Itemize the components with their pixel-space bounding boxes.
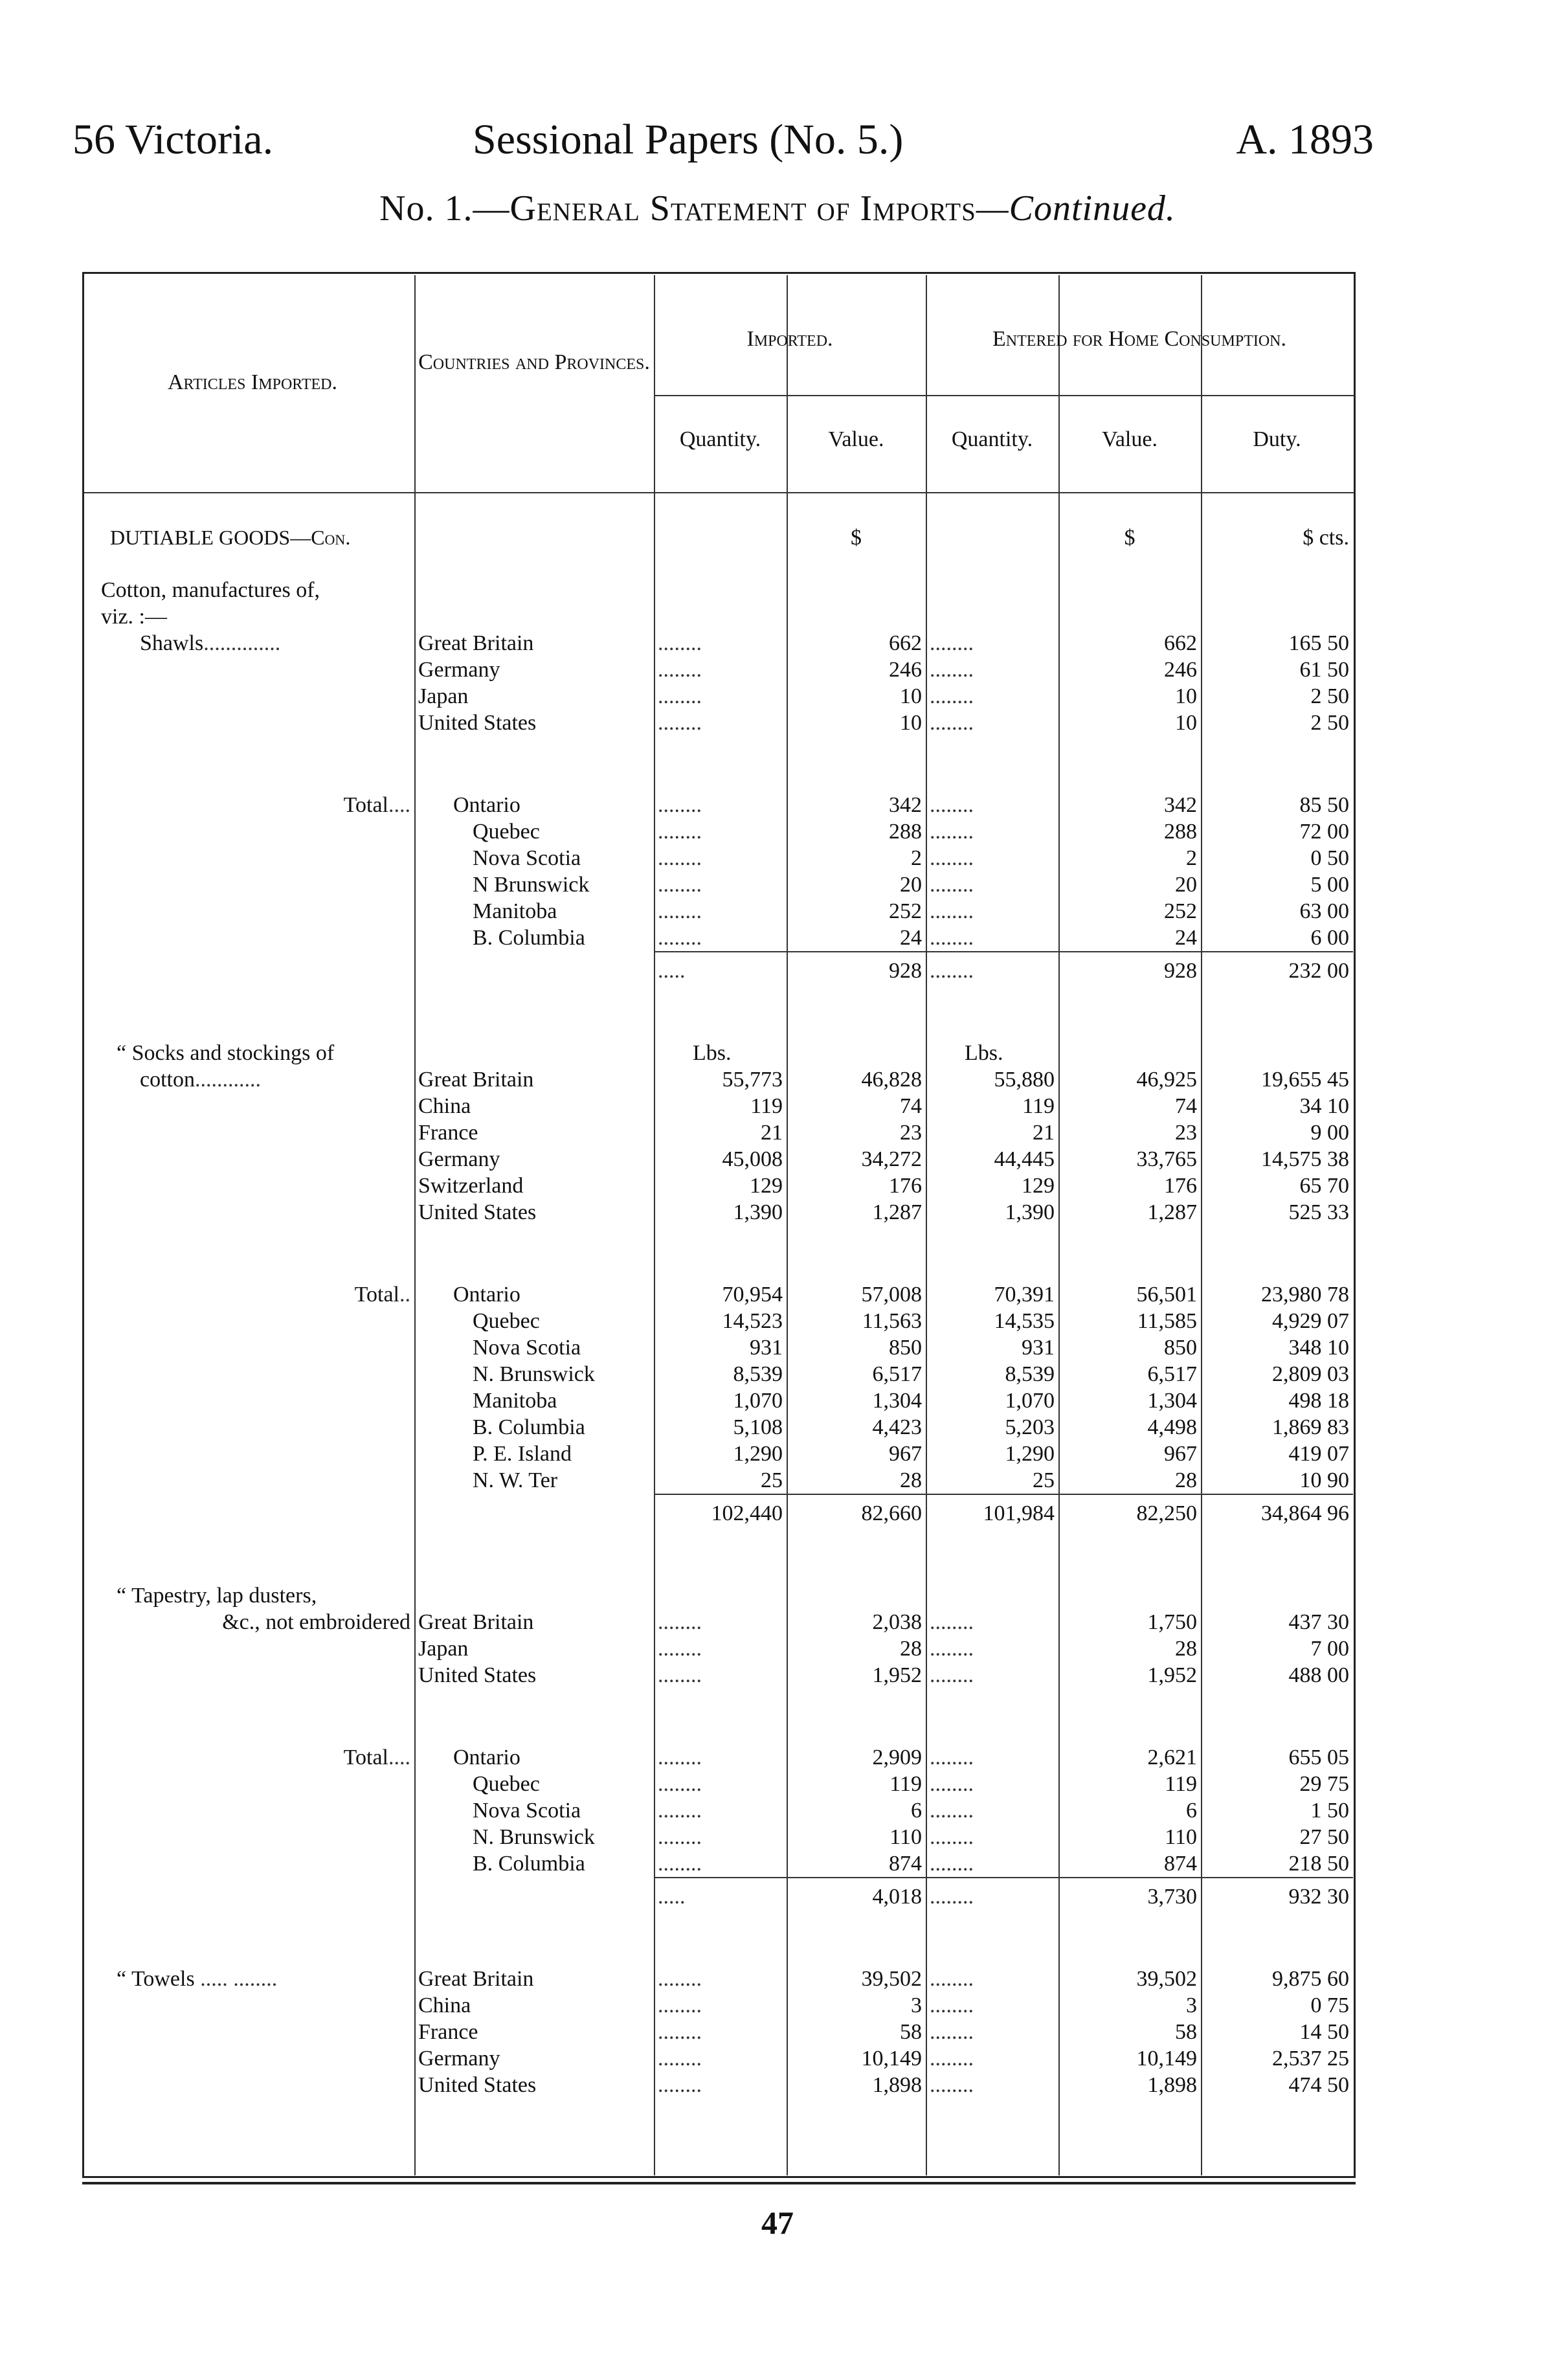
- ent-value: 28: [1175, 1468, 1197, 1492]
- ent-value: 2,621: [1147, 1746, 1197, 1769]
- total-imp-value: 4,018: [787, 1878, 926, 1910]
- imp-quantity: 119: [750, 1094, 783, 1118]
- country-name: France: [418, 1121, 478, 1145]
- duty: 525 33: [1288, 1200, 1349, 1224]
- imp-value: 74: [900, 1094, 922, 1118]
- socks-article-1: “ Socks and stockings of: [117, 1041, 335, 1065]
- col-head-countries: Countries and Provinces.: [418, 350, 650, 374]
- duty: 9 00: [1310, 1121, 1349, 1145]
- province-name: B. Columbia: [473, 1415, 585, 1439]
- total-label: Total: [343, 1746, 388, 1769]
- ent-value: 11,585: [1137, 1309, 1197, 1333]
- table-row: Germany ........ 10,149 ........ 10,149 2,537 25: [84, 2045, 1353, 2072]
- duty: 498 18: [1288, 1389, 1349, 1413]
- province-name: Ontario: [453, 1283, 520, 1307]
- country-name: United States: [418, 1663, 537, 1687]
- duty: 0 75: [1310, 1993, 1349, 2017]
- currency-ent-value: $: [1124, 526, 1135, 550]
- ent-quantity: 129: [1022, 1174, 1055, 1198]
- imp-quantity: 55,773: [722, 1068, 783, 1092]
- ent-value: 39,502: [1136, 1967, 1197, 1991]
- imp-value: 46,828: [861, 1068, 922, 1092]
- header-bottom-rule: [84, 492, 1354, 493]
- ent-value: 56,501: [1136, 1283, 1197, 1307]
- tapestry-article-1: “ Tapestry, lap dusters,: [117, 1584, 317, 1608]
- province-name: Ontario: [453, 1746, 520, 1769]
- total-ent-quantity: 101,984: [926, 1494, 1058, 1527]
- ent-value: 246: [1164, 658, 1197, 682]
- table-row: [84, 1199, 1353, 1226]
- province-name: B. Columbia: [473, 1852, 585, 1876]
- imp-value: 1,287: [872, 1200, 922, 1224]
- imp-value: 288: [889, 820, 922, 844]
- imp-quantity: 8,539: [733, 1362, 783, 1386]
- ent-value: 58: [1175, 2020, 1197, 2044]
- ent-value: 176: [1164, 1174, 1197, 1198]
- duty: 6 00: [1310, 926, 1349, 950]
- duty: 10 90: [1299, 1468, 1349, 1492]
- imp-value: 176: [889, 1174, 922, 1198]
- ent-quantity: 14,535: [994, 1309, 1055, 1333]
- duty: 34 10: [1299, 1094, 1349, 1118]
- total-row: [84, 1494, 1353, 1527]
- total-ent-value: 82,250: [1058, 1494, 1201, 1527]
- col-head-duty: Duty.: [1253, 427, 1301, 451]
- province-name: B. Columbia: [473, 926, 585, 950]
- imp-value: 246: [889, 658, 922, 682]
- imp-value: 3: [911, 1993, 922, 2017]
- table-row: United States ........ 10 ........ 10 2 50: [84, 710, 1353, 736]
- province-name: N Brunswick: [473, 873, 590, 897]
- table-row: Total.... Ontario ........ 2,909 ........ 2,621 655 05: [84, 1744, 1353, 1771]
- duty: 19,655 45: [1261, 1068, 1349, 1092]
- province-name: Nova Scotia: [473, 1799, 581, 1823]
- imp-value: 110: [889, 1825, 922, 1849]
- country-name: Great Britain: [418, 1068, 534, 1092]
- table-row: [84, 1441, 1353, 1467]
- ent-value: 1,750: [1147, 1610, 1197, 1634]
- imp-value: 10: [900, 684, 922, 708]
- table-row: [84, 1361, 1353, 1387]
- section-row: [84, 524, 1353, 551]
- ent-value: 850: [1164, 1336, 1197, 1360]
- duty: 14,575 38: [1261, 1147, 1349, 1171]
- country-name: United States: [418, 2073, 537, 2097]
- imp-value: 662: [889, 631, 922, 655]
- province-name: Nova Scotia: [473, 1336, 581, 1360]
- imp-quantity: 1,390: [733, 1200, 783, 1224]
- imp-value: 2,038: [872, 1610, 922, 1634]
- header-left: 56 Victoria.: [73, 116, 274, 163]
- table-row: [84, 1308, 1353, 1334]
- imp-value: 1,304: [872, 1389, 922, 1413]
- country-name: Germany: [418, 2047, 500, 2071]
- imp-value: 4,423: [872, 1415, 922, 1439]
- table-row: Total.... Ontario ........ 342 ........ 342 85 50: [84, 792, 1353, 818]
- table-row: United States ........ 1,898 ........ 1,898 474 50: [84, 2072, 1353, 2098]
- country-name: China: [418, 1993, 471, 2017]
- imp-value: 252: [889, 899, 922, 923]
- col-head-imp-value: Value.: [828, 427, 884, 451]
- ent-quantity: 55,880: [994, 1068, 1055, 1092]
- table-row: [84, 1040, 1353, 1066]
- ent-value: 10,149: [1136, 2047, 1197, 2071]
- province-name: Ontario: [453, 793, 520, 817]
- country-name: Japan: [418, 1637, 469, 1661]
- province-name: P. E. Island: [473, 1442, 572, 1466]
- duty: 29 75: [1299, 1772, 1349, 1796]
- total-imp-value: 928: [787, 952, 926, 984]
- duty: 72 00: [1299, 820, 1349, 844]
- ent-quantity: 25: [1033, 1468, 1055, 1492]
- imp-value: 967: [889, 1442, 922, 1466]
- ent-value: 4,498: [1147, 1415, 1197, 1439]
- col-head-imp-quantity: Quantity.: [679, 427, 761, 451]
- duty: 5 00: [1310, 873, 1349, 897]
- table-row: Nova Scotia ........ 2 ........ 2 0 50: [84, 845, 1353, 871]
- ent-value: 24: [1175, 926, 1197, 950]
- duty: 474 50: [1288, 2073, 1349, 2097]
- imp-quantity: 931: [750, 1336, 783, 1360]
- col-head-entered: Entered for Home Consumption.: [992, 327, 1287, 351]
- duty: 0 50: [1310, 846, 1349, 870]
- col-head-imported: Imported.: [746, 327, 833, 351]
- total-row: ..... 4,018 ........ 3,730 932 30: [84, 1878, 1353, 1910]
- duty: 2,537 25: [1272, 2047, 1349, 2071]
- title-prefix: No. 1.—: [379, 188, 510, 229]
- duty: 63 00: [1299, 899, 1349, 923]
- table-row: Japan ........ 10 ........ 10 2 50: [84, 683, 1353, 710]
- ent-value: 1,952: [1147, 1663, 1197, 1687]
- ent-quantity: 21: [1033, 1121, 1055, 1145]
- header-right: A. 1893: [1236, 116, 1374, 163]
- table-row: Quebec ........ 288 ........ 288 72 00: [84, 818, 1353, 845]
- imp-quantity: 14,523: [722, 1309, 783, 1333]
- ent-quantity: 931: [1022, 1336, 1055, 1360]
- table-row: N Brunswick ........ 20 ........ 20 5 00: [84, 871, 1353, 898]
- table-row: Total.. Ontario 70,954 57,008 70,391 56,501 23,980 78: [84, 1281, 1353, 1308]
- total-imp-quantity: 102,440: [654, 1494, 787, 1527]
- total-duty: 34,864 96: [1201, 1494, 1353, 1527]
- imp-value: 20: [900, 873, 922, 897]
- ent-value: 662: [1164, 631, 1197, 655]
- total-label: Total: [354, 1283, 399, 1307]
- tapestry-article-2: &c., not embroidered: [222, 1610, 410, 1634]
- country-name: Great Britain: [418, 1610, 534, 1634]
- duty: 65 70: [1299, 1174, 1349, 1198]
- ent-value: 23: [1175, 1121, 1197, 1145]
- imp-quantity: 5,108: [733, 1415, 783, 1439]
- country-name: France: [418, 2020, 478, 2044]
- ent-quantity: 44,445: [994, 1147, 1055, 1171]
- ent-value: 46,925: [1136, 1068, 1197, 1092]
- ent-value: 1,898: [1147, 2073, 1197, 2097]
- duty: 7 00: [1310, 1637, 1349, 1661]
- imp-value: 28: [900, 1468, 922, 1492]
- ent-value: 342: [1164, 793, 1197, 817]
- unit-label: Lbs.: [965, 1041, 1003, 1065]
- ent-value: 33,765: [1136, 1147, 1197, 1171]
- imp-value: 23: [900, 1121, 922, 1145]
- ent-value: 2: [1186, 846, 1197, 870]
- table-row: Nova Scotia ........ 6 ........ 6 1 50: [84, 1797, 1353, 1824]
- ent-value: 20: [1175, 873, 1197, 897]
- province-name: N. Brunswick: [473, 1825, 595, 1849]
- country-name: United States: [418, 711, 537, 735]
- unit-label: Lbs.: [693, 1041, 732, 1065]
- imp-value: 39,502: [861, 1967, 922, 1991]
- imp-value: 2,909: [872, 1746, 922, 1769]
- imp-value: 874: [889, 1852, 922, 1876]
- duty: 9,875 60: [1272, 1967, 1349, 1991]
- table-row: Quebec ........ 119 ........ 119 29 75: [84, 1771, 1353, 1797]
- province-name: Nova Scotia: [473, 846, 581, 870]
- table-row: [84, 577, 1353, 603]
- imp-value: 34,272: [861, 1147, 922, 1171]
- imp-value: 10: [900, 711, 922, 735]
- duty: 419 07: [1288, 1442, 1349, 1466]
- table-row: [84, 1146, 1353, 1173]
- duty: 27 50: [1299, 1825, 1349, 1849]
- table-row: Manitoba ........ 252 ........ 252 63 00: [84, 898, 1353, 925]
- socks-article-2: cotton: [140, 1068, 195, 1092]
- imp-quantity: 21: [761, 1121, 783, 1145]
- duty: 2,809 03: [1272, 1362, 1349, 1386]
- table-row: [84, 1173, 1353, 1199]
- country-name: Great Britain: [418, 631, 534, 655]
- country-name: Japan: [418, 684, 469, 708]
- imp-value: 850: [889, 1336, 922, 1360]
- province-name: Manitoba: [473, 899, 557, 923]
- ent-quantity: 1,390: [1005, 1200, 1055, 1224]
- ent-value: 967: [1164, 1442, 1197, 1466]
- duty: 2 50: [1310, 711, 1349, 735]
- country-name: Germany: [418, 1147, 500, 1171]
- province-name: Quebec: [473, 1772, 540, 1796]
- ent-quantity: 8,539: [1005, 1362, 1055, 1386]
- imp-value: 1,952: [872, 1663, 922, 1687]
- header-sub-rule: [654, 395, 1354, 396]
- currency-duty: $ cts.: [1303, 526, 1349, 550]
- col-head-articles: Articles Imported.: [167, 370, 337, 394]
- page-number: 47: [761, 2205, 794, 2241]
- running-header: [73, 115, 1374, 174]
- ent-value: 874: [1164, 1852, 1197, 1876]
- table-row: China ........ 3 ........ 3 0 75: [84, 1992, 1353, 2019]
- ent-value: 1,287: [1147, 1200, 1197, 1224]
- imp-value: 10,149: [861, 2047, 922, 2071]
- ent-value: 74: [1175, 1094, 1197, 1118]
- duty: 14 50: [1299, 2020, 1349, 2044]
- imp-value: 57,008: [861, 1283, 922, 1307]
- imp-value: 2: [911, 846, 922, 870]
- imp-quantity: 70,954: [722, 1283, 783, 1307]
- header-center: Sessional Papers (No. 5.): [473, 116, 904, 163]
- imp-value: 11,563: [862, 1309, 922, 1333]
- ent-quantity: 119: [1022, 1094, 1055, 1118]
- table-row: [84, 1582, 1353, 1609]
- col-head-ent-quantity: Quantity.: [951, 427, 1033, 451]
- shawls-heading-2: viz. :—: [101, 605, 167, 629]
- total-label: Total: [343, 793, 388, 817]
- table-row: [84, 1414, 1353, 1441]
- ent-value: 1,304: [1147, 1389, 1197, 1413]
- duty: 1,869 83: [1272, 1415, 1349, 1439]
- province-name: Quebec: [473, 1309, 540, 1333]
- table-row: Shawls.............. Great Britain ........ 662 ........ 662 165 50: [84, 630, 1353, 657]
- table-row: &c., not embroidered Great Britain ........ 2,038 ........ 1,750 437 30: [84, 1609, 1353, 1635]
- duty: 23,980 78: [1261, 1283, 1349, 1307]
- duty: 488 00: [1288, 1663, 1349, 1687]
- total-duty: 232 00: [1201, 952, 1353, 984]
- table-row: [84, 1119, 1353, 1146]
- table-row: cotton............ Great Britain 55,773 46,828 55,880 46,925 19,655 45: [84, 1066, 1353, 1093]
- imp-quantity: 1,290: [733, 1442, 783, 1466]
- table-row: [84, 603, 1353, 630]
- article-name: Shawls: [140, 631, 204, 655]
- ent-value: 110: [1165, 1825, 1197, 1849]
- table-row: [84, 1387, 1353, 1414]
- ent-value: 10: [1175, 711, 1197, 735]
- table-row: Japan ........ 28 ........ 28 7 00: [84, 1635, 1353, 1662]
- ent-quantity: 5,203: [1005, 1415, 1055, 1439]
- title-main: General Statement of Imports: [509, 188, 976, 229]
- table-row: B. Columbia ........ 874 ........ 874 218 50: [84, 1850, 1353, 1878]
- total-duty: 932 30: [1201, 1878, 1353, 1910]
- province-name: Quebec: [473, 820, 540, 844]
- imp-value: 6,517: [872, 1362, 922, 1386]
- duty: 61 50: [1299, 658, 1349, 682]
- duty: 2 50: [1310, 684, 1349, 708]
- imp-quantity: 1,070: [733, 1389, 783, 1413]
- towels-article: “ Towels: [117, 1967, 195, 1991]
- imp-value: 24: [900, 926, 922, 950]
- imp-quantity: 45,008: [722, 1147, 783, 1171]
- imp-quantity: 25: [761, 1468, 783, 1492]
- ent-value: 28: [1175, 1637, 1197, 1661]
- country-name: Switzerland: [418, 1174, 524, 1198]
- country-name: Germany: [418, 658, 500, 682]
- duty: 437 30: [1288, 1610, 1349, 1634]
- section-label: DUTIABLE GOODS—Con.: [110, 526, 351, 549]
- imp-value: 1,898: [872, 2073, 922, 2097]
- table-row: “ Towels ..... ........ Great Britain ........ 39,502 ........ 39,502 9,875 60: [84, 1966, 1353, 1992]
- duty: 348 10: [1288, 1336, 1349, 1360]
- duty: 85 50: [1299, 793, 1349, 817]
- ent-quantity: 70,391: [994, 1283, 1055, 1307]
- imp-value: 58: [900, 2020, 922, 2044]
- table-bottom-rule: [82, 2182, 1356, 2184]
- imp-quantity: 129: [750, 1174, 783, 1198]
- total-row: ..... 928 ........ 928 232 00: [84, 952, 1353, 984]
- table-row: France ........ 58 ........ 58 14 50: [84, 2019, 1353, 2045]
- imp-value: 6: [911, 1799, 922, 1823]
- imp-value: 28: [900, 1637, 922, 1661]
- duty: 4,929 07: [1272, 1309, 1349, 1333]
- province-name: N. Brunswick: [473, 1362, 595, 1386]
- ent-value: 6,517: [1147, 1362, 1197, 1386]
- table-row: Germany ........ 246 ........ 246 61 50: [84, 657, 1353, 683]
- total-ent-value: 3,730: [1058, 1878, 1201, 1910]
- total-ent-value: 928: [1058, 952, 1201, 984]
- imp-value: 342: [889, 793, 922, 817]
- table-row: B. Columbia ........ 24 ........ 24 6 00: [84, 925, 1353, 952]
- table-row: N. Brunswick ........ 110 ........ 110 27 50: [84, 1824, 1353, 1850]
- ent-value: 288: [1164, 820, 1197, 844]
- duty: 655 05: [1288, 1746, 1349, 1769]
- currency-imp-value: $: [851, 526, 862, 550]
- imports-table: [84, 524, 1353, 2098]
- table-row: [84, 1467, 1353, 1494]
- table-row: United States ........ 1,952 ........ 1,952 488 00: [84, 1662, 1353, 1689]
- page-title: [0, 188, 1555, 229]
- imp-value: 119: [889, 1772, 922, 1796]
- col-head-ent-value: Value.: [1102, 427, 1158, 451]
- table-row: [84, 1334, 1353, 1361]
- ent-value: 3: [1186, 1993, 1197, 2017]
- ent-quantity: 1,290: [1005, 1442, 1055, 1466]
- shawls-heading-1: Cotton, manufactures of,: [101, 578, 320, 602]
- duty: 1 50: [1310, 1799, 1349, 1823]
- province-name: Manitoba: [473, 1389, 557, 1413]
- total-imp-value: 82,660: [787, 1494, 926, 1527]
- title-suffix: —Continued.: [976, 188, 1176, 229]
- ent-value: 10: [1175, 684, 1197, 708]
- duty: 165 50: [1288, 631, 1349, 655]
- ent-value: 119: [1165, 1772, 1197, 1796]
- country-name: United States: [418, 1200, 537, 1224]
- province-name: N. W. Ter: [473, 1468, 558, 1492]
- ent-quantity: 1,070: [1005, 1389, 1055, 1413]
- country-name: Great Britain: [418, 1967, 534, 1991]
- ent-value: 6: [1186, 1799, 1197, 1823]
- table-row: [84, 1093, 1353, 1119]
- duty: 218 50: [1288, 1852, 1349, 1876]
- ent-value: 252: [1164, 899, 1197, 923]
- country-name: China: [418, 1094, 471, 1118]
